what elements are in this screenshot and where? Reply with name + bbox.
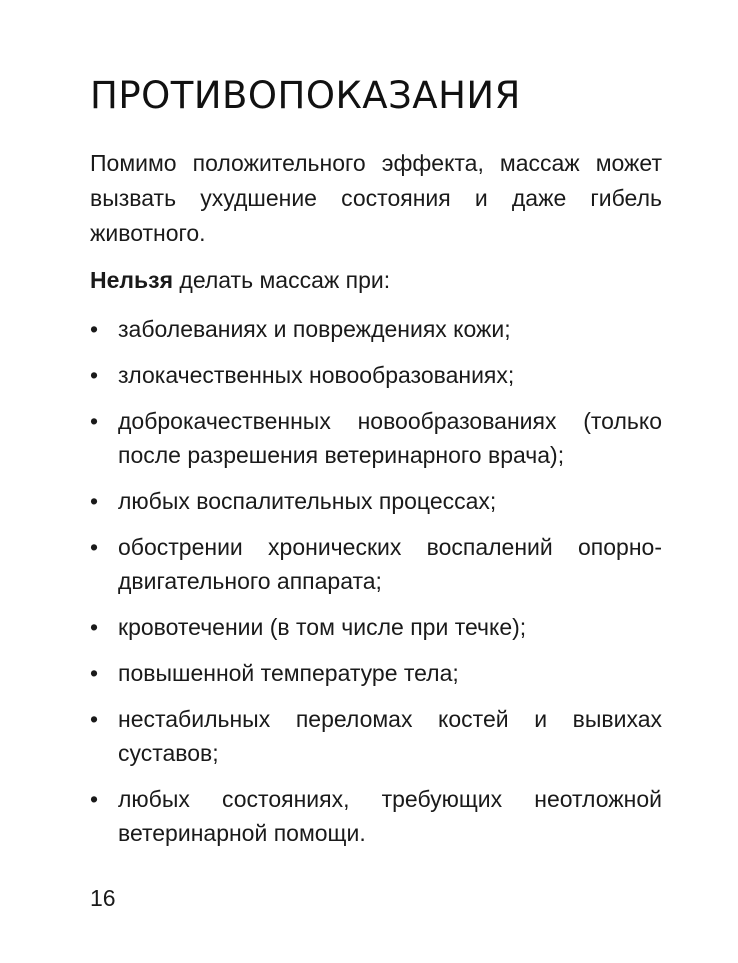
list-item-text: повышенной температуре тела; — [118, 660, 459, 686]
list-item — [90, 530, 662, 598]
list-item-text: злокачественных новообразованиях; — [118, 362, 515, 388]
lead-bold-word: Нельзя — [90, 267, 174, 293]
list-item — [90, 702, 662, 770]
list-item-text: обострении хронических воспалений опорно-двигательного аппарата; — [118, 534, 662, 594]
bullet-icon: • — [90, 488, 99, 514]
list-item-text: любых состояниях, требующих неотложной ветеринарной помощи. — [118, 786, 662, 846]
list-item — [90, 404, 662, 472]
list-item — [90, 358, 662, 392]
list-item-text: любых воспалительных процессах; — [118, 488, 497, 514]
list-item — [90, 610, 662, 644]
bullet-icon: • — [90, 786, 99, 812]
list-item — [90, 656, 662, 690]
bullet-icon: • — [90, 534, 99, 560]
list-item-text: доброкачественных новообразованиях (только после разрешения ветеринарного врача); — [118, 408, 662, 468]
page-title: ПРОТИВОПОКАЗАНИЯ — [90, 74, 521, 117]
bullet-icon: • — [90, 706, 99, 732]
list-item-text: заболеваниях и повреждениях кожи; — [118, 316, 511, 342]
list-item — [90, 312, 662, 346]
bullet-icon: • — [90, 408, 99, 434]
list-item-text: кровотечении (в том числе при течке); — [118, 614, 527, 640]
contraindications-list — [90, 312, 662, 850]
bullet-icon: • — [90, 362, 99, 388]
intro-paragraph: Помимо положительного эффекта, массаж может вызвать ухудшение состояния и даже гибель животного. — [90, 150, 662, 246]
bullet-icon: • — [90, 316, 99, 342]
bullet-icon: • — [90, 660, 99, 686]
page-number: 16 — [90, 885, 116, 911]
lead-sentence — [90, 263, 662, 298]
page-content — [90, 70, 662, 862]
list-item — [90, 782, 662, 850]
list-item — [90, 484, 662, 518]
list-item-text: нестабильных переломах костей и вывихах суставов; — [118, 706, 662, 766]
lead-rest: делать массаж при: — [173, 267, 391, 293]
bullet-icon: • — [90, 614, 99, 640]
